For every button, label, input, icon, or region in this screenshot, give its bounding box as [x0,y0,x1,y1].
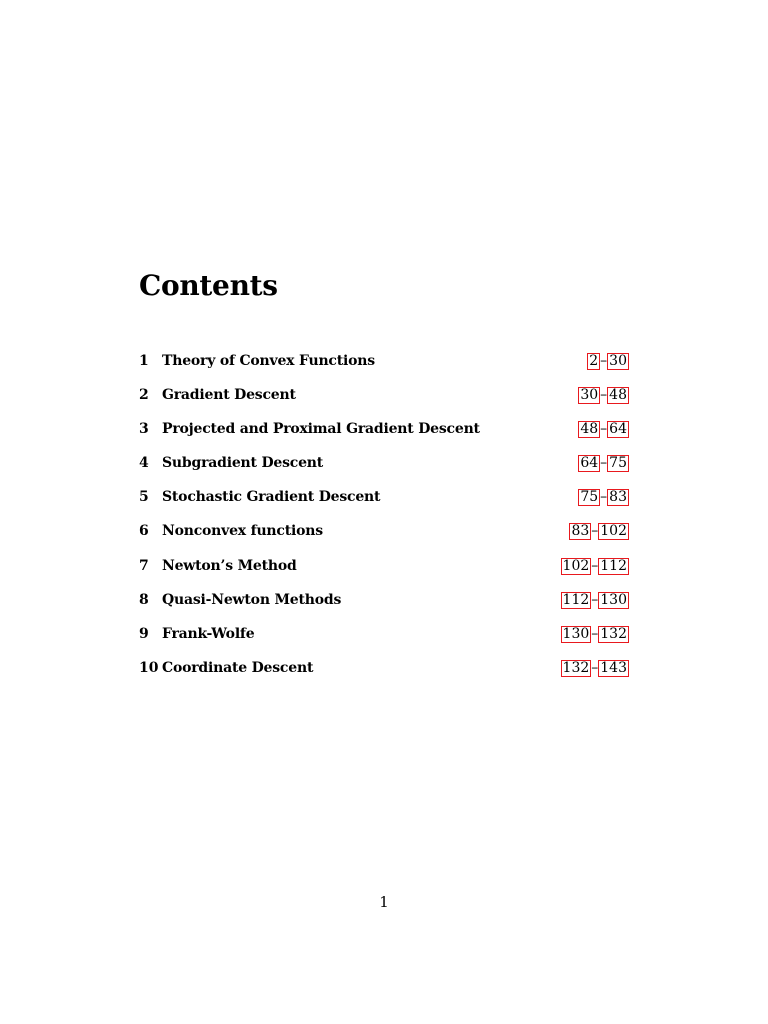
end-page-link[interactable]: 83 [609,489,627,506]
chapter-number: 9 [139,625,149,642]
page-range [561,589,629,611]
toc-entry [139,520,629,554]
end-page-link[interactable]: 102 [600,523,627,540]
end-page-link[interactable]: 130 [600,591,627,608]
start-page-link[interactable]: 30 [580,387,599,404]
chapter-title: Theory of Convex Functions [162,353,375,369]
chapter-number: 4 [139,455,149,472]
chapter-number: 2 [139,387,149,404]
page-range [578,486,629,508]
toc-entry [139,589,629,623]
start-page-link[interactable]: 83 [571,523,590,540]
chapter-title: Subgradient Descent [162,455,324,472]
toc-entry [139,452,629,486]
toc-entry [139,418,629,452]
chapter-number: 3 [139,421,149,438]
start-page-link[interactable]: 132 [562,659,590,676]
chapter-title: Quasi-Newton Methods [162,591,342,608]
range-dash: – [600,489,608,506]
chapter-title: Frank-Wolfe [162,625,255,642]
range-dash: – [591,591,599,608]
page-range [578,384,629,406]
range-dash: – [600,387,608,404]
page-range [561,555,629,577]
end-page-link[interactable]: 143 [600,659,627,676]
end-page-link[interactable]: 132 [600,625,627,642]
end-page-link[interactable]: 30 [609,353,627,369]
page-range [578,418,629,440]
range-dash: – [591,659,599,676]
toc-entry [139,657,629,691]
chapter-title: Newton’s Method [162,557,297,574]
end-page-link[interactable]: 75 [609,455,627,472]
page-title: Contents [139,268,278,302]
start-page-link[interactable]: 75 [580,489,599,506]
chapter-number: 8 [139,591,149,608]
page-range [578,452,629,474]
toc-entry [139,623,629,657]
chapter-title: Coordinate Descent [162,659,314,676]
end-page-link[interactable]: 48 [609,387,627,404]
start-page-link[interactable]: 64 [580,455,599,472]
chapter-title: Stochastic Gradient Descent [162,489,381,506]
start-page-link[interactable]: 112 [562,591,590,608]
end-page-link[interactable]: 112 [600,557,627,574]
end-page-link[interactable]: 64 [609,421,627,438]
range-dash: – [600,455,608,472]
chapter-number: 5 [139,489,149,506]
toc-entry [139,555,629,589]
start-page-link[interactable]: 102 [562,557,590,574]
page-number: 1 [379,893,389,911]
chapter-title: Gradient Descent [162,387,296,404]
range-dash: – [600,421,608,438]
chapter-title: Nonconvex functions [162,523,323,540]
range-dash: – [591,523,599,540]
page-range [561,657,629,679]
chapter-number: 6 [139,523,149,540]
chapter-number: 1 [139,353,149,369]
chapter-number: 7 [139,557,149,574]
chapter-number: 10 [139,659,159,676]
range-dash: – [600,353,608,369]
chapter-title: Projected and Proximal Gradient Descent [162,421,480,438]
page-range [561,623,629,645]
start-page-link[interactable]: 2 [589,353,599,369]
page-range [587,350,629,372]
toc-entry [139,486,629,520]
range-dash: – [591,557,599,574]
range-dash: – [591,625,599,642]
toc-entry [139,384,629,418]
start-page-link[interactable]: 48 [580,421,599,438]
table-of-contents [139,350,629,691]
page-range [569,520,629,542]
toc-entry [139,350,629,384]
start-page-link[interactable]: 130 [562,625,590,642]
